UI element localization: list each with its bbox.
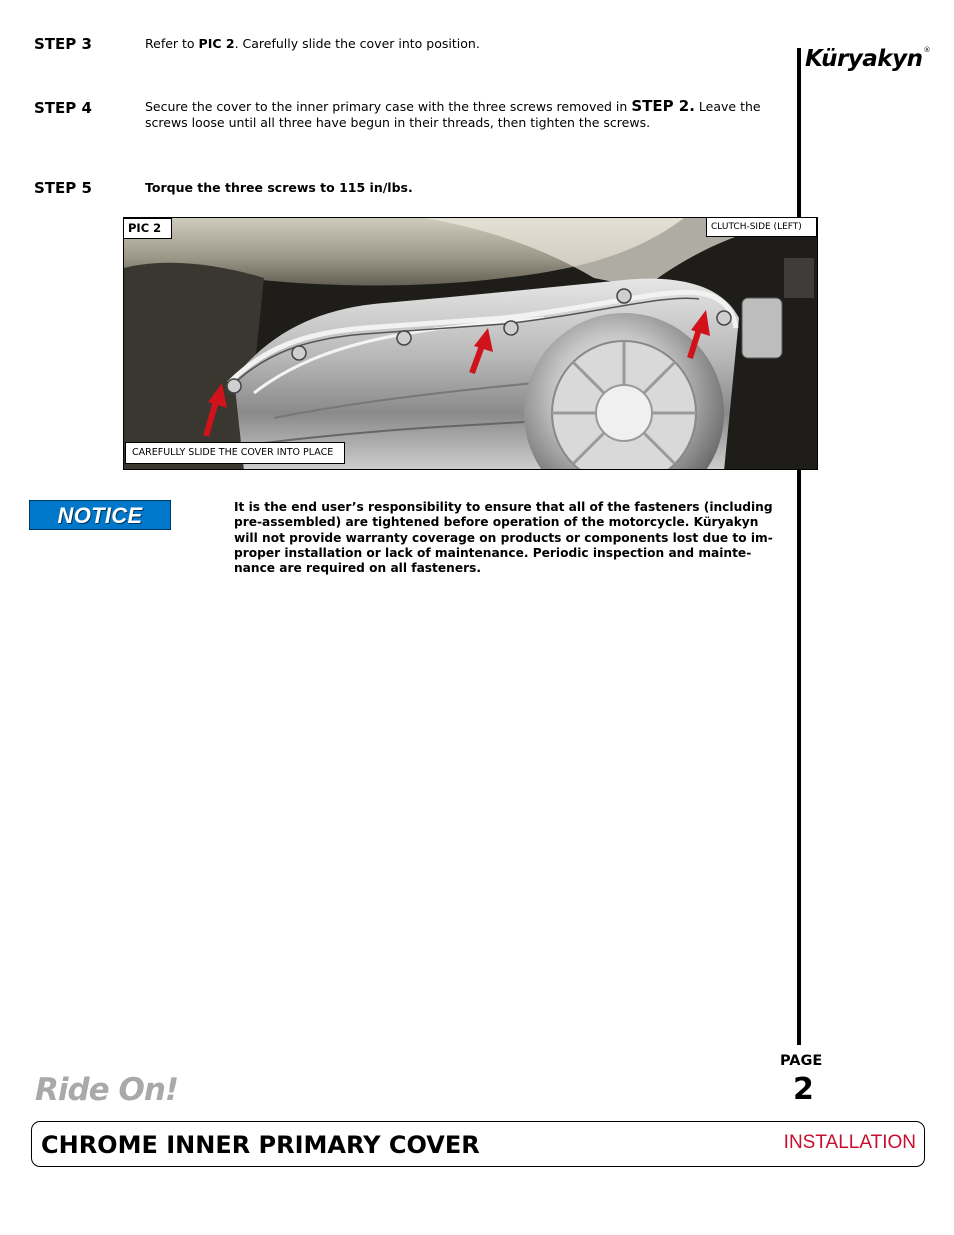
brand-logo xyxy=(805,46,930,72)
vertical-divider xyxy=(797,48,801,1045)
product-title: CHROME INNER PRIMARY COVER xyxy=(41,1131,480,1159)
page-label: PAGE xyxy=(780,1053,823,1069)
notice-line-3: will not provide warranty coverage on products or components lost due to im- xyxy=(234,530,773,545)
step-4-line-2: screws loose until all three have begun in their threads, then tighten the screws. xyxy=(145,115,651,130)
step-4-text xyxy=(145,98,785,131)
notice-line-2: pre-assembled) are tightened before operation of the motorcycle. Küryakyn xyxy=(234,515,759,530)
step-4-line-1 xyxy=(145,98,785,115)
document-type: INSTALLATION xyxy=(783,1132,916,1153)
step-4-line-1-post: Leave the xyxy=(694,99,761,114)
pic-2-label: PIC 2 xyxy=(123,218,172,239)
step-3-label: STEP 3 xyxy=(34,35,92,53)
notice-line-1: It is the end user’s responsibility to ensure that all of the fasteners (including xyxy=(234,500,773,514)
notice-badge-text: NOTICE xyxy=(57,503,143,528)
step-4-step-ref: STEP 2. xyxy=(631,97,695,115)
step-3-pic-ref: PIC 2 xyxy=(198,36,235,51)
notice-line-5: nance are required on all fasteners. xyxy=(234,561,481,576)
photo-caption: CAREFULLY SLIDE THE COVER INTO PLACE xyxy=(125,442,345,464)
brand-logo-text: Küryakyn xyxy=(805,46,923,72)
registered-mark: ® xyxy=(923,46,930,54)
step-5-text: Torque the three screws to 115 in/lbs. xyxy=(145,180,413,195)
step-3-text xyxy=(145,36,480,52)
step-3-text-post: . Carefully slide the cover into position. xyxy=(234,36,480,51)
pic-2-photo xyxy=(123,217,818,470)
step-4-label: STEP 4 xyxy=(34,99,92,117)
clutch-side-label: CLUTCH-SIDE (LEFT) xyxy=(706,217,817,237)
step-4-line-1-pre: Secure the cover to the inner primary case with the three screws removed in xyxy=(145,99,632,114)
ride-on-tagline: Ride On! xyxy=(35,1072,179,1108)
product-title-bar xyxy=(31,1121,925,1167)
notice-badge xyxy=(29,500,171,530)
step-5-label: STEP 5 xyxy=(34,179,92,197)
page-number: 2 xyxy=(793,1072,814,1107)
primary-cover-illustration xyxy=(124,218,818,470)
notice-line-4: proper installation or lack of maintenance. Periodic inspection and mainte- xyxy=(234,545,752,560)
notice-text xyxy=(234,500,794,576)
step-3-text-pre: Refer to xyxy=(145,36,199,51)
